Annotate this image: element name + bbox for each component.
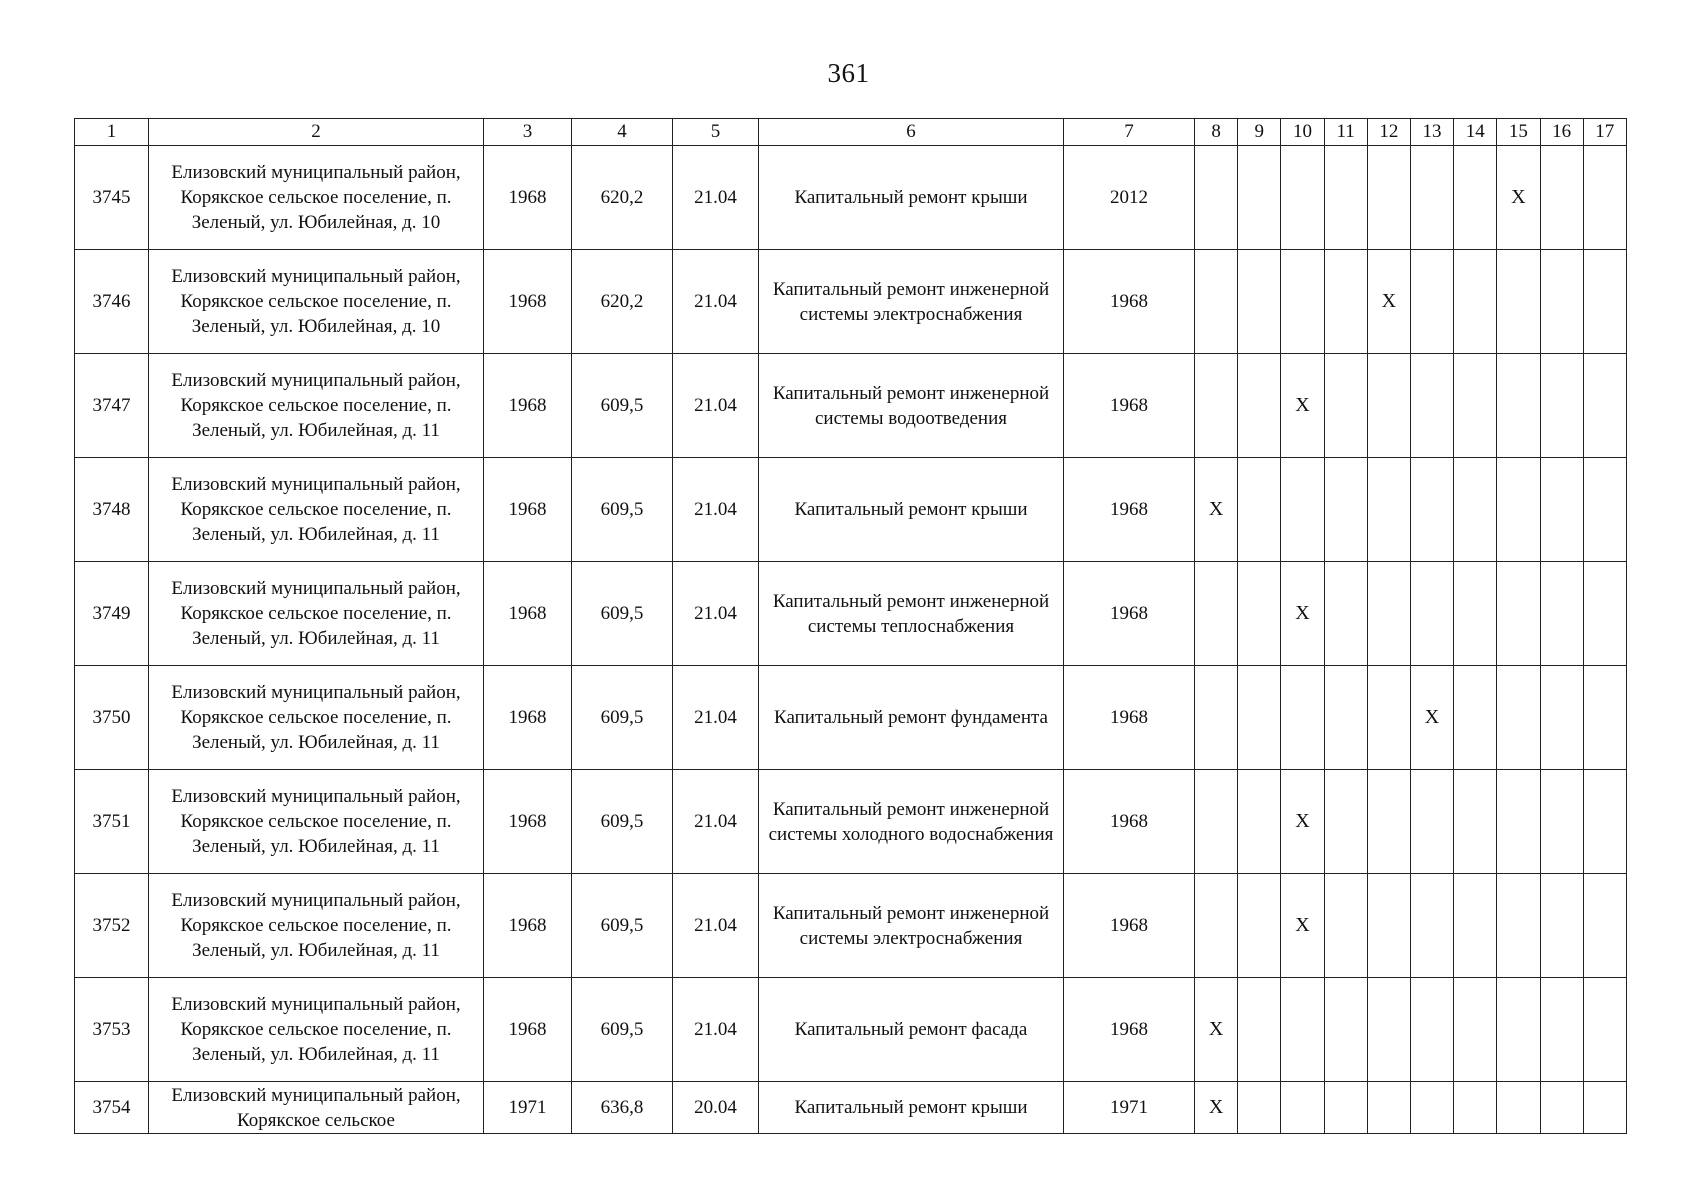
- table-row: [75, 354, 1627, 458]
- record-number-cell: 3745: [75, 146, 149, 250]
- address-cell: Елизовский муниципальный район, Корякское сельское: [149, 1082, 484, 1134]
- table-row: [75, 146, 1627, 250]
- empty-cell: [1454, 874, 1497, 978]
- mark-cell: X: [1195, 458, 1238, 562]
- empty-cell: [1281, 146, 1324, 250]
- empty-cell: [1281, 1082, 1324, 1134]
- column-header-16: 16: [1540, 119, 1583, 146]
- column-header-6: 6: [759, 119, 1064, 146]
- mark-cell: X: [1497, 146, 1540, 250]
- column-header-5: 5: [673, 119, 759, 146]
- empty-cell: [1497, 770, 1540, 874]
- empty-cell: [1454, 1082, 1497, 1134]
- empty-cell: [1195, 562, 1238, 666]
- column-header-9: 9: [1238, 119, 1281, 146]
- empty-cell: [1497, 250, 1540, 354]
- empty-cell: [1324, 458, 1367, 562]
- code-cell: 21.04: [673, 458, 759, 562]
- table-row: [75, 562, 1627, 666]
- column-header-4: 4: [572, 119, 673, 146]
- table-row: [75, 1082, 1627, 1134]
- empty-cell: [1367, 562, 1410, 666]
- empty-cell: [1410, 770, 1453, 874]
- code-cell: 21.04: [673, 250, 759, 354]
- mark-cell: X: [1281, 562, 1324, 666]
- record-number-cell: 3746: [75, 250, 149, 354]
- empty-cell: [1497, 978, 1540, 1082]
- empty-cell: [1410, 458, 1453, 562]
- work-type-cell: Капитальный ремонт крыши: [759, 146, 1064, 250]
- empty-cell: [1367, 354, 1410, 458]
- work-type-cell: Капитальный ремонт фундамента: [759, 666, 1064, 770]
- last-repair-year-cell: 1968: [1064, 874, 1195, 978]
- last-repair-year-cell: 1968: [1064, 458, 1195, 562]
- address-cell: Елизовский муниципальный район, Корякское сельское поселение, п. Зеленый, ул. Юбилейная, д. 11: [149, 666, 484, 770]
- address-cell: Елизовский муниципальный район, Корякское сельское поселение, п. Зеленый, ул. Юбилейная, д. 10: [149, 250, 484, 354]
- empty-cell: [1583, 874, 1626, 978]
- mark-cell: X: [1367, 250, 1410, 354]
- record-number-cell: 3754: [75, 1082, 149, 1134]
- empty-cell: [1367, 1082, 1410, 1134]
- work-type-cell: Капитальный ремонт инженерной системы холодного водоснабжения: [759, 770, 1064, 874]
- work-type-cell: Капитальный ремонт крыши: [759, 458, 1064, 562]
- address-cell: Елизовский муниципальный район, Корякское сельское поселение, п. Зеленый, ул. Юбилейная, д. 10: [149, 146, 484, 250]
- code-cell: 21.04: [673, 146, 759, 250]
- empty-cell: [1281, 458, 1324, 562]
- last-repair-year-cell: 1968: [1064, 562, 1195, 666]
- empty-cell: [1367, 146, 1410, 250]
- code-cell: 21.04: [673, 978, 759, 1082]
- empty-cell: [1410, 146, 1453, 250]
- column-header-14: 14: [1454, 119, 1497, 146]
- empty-cell: [1540, 666, 1583, 770]
- column-header-12: 12: [1367, 119, 1410, 146]
- empty-cell: [1540, 458, 1583, 562]
- empty-cell: [1324, 666, 1367, 770]
- empty-cell: [1281, 666, 1324, 770]
- empty-cell: [1454, 978, 1497, 1082]
- empty-cell: [1410, 874, 1453, 978]
- record-number-cell: 3748: [75, 458, 149, 562]
- empty-cell: [1281, 250, 1324, 354]
- empty-cell: [1238, 666, 1281, 770]
- address-cell: Елизовский муниципальный район, Корякское сельское поселение, п. Зеленый, ул. Юбилейная, д. 11: [149, 458, 484, 562]
- mark-cell: X: [1195, 1082, 1238, 1134]
- empty-cell: [1324, 874, 1367, 978]
- empty-cell: [1454, 562, 1497, 666]
- table-row: [75, 250, 1627, 354]
- empty-cell: [1367, 458, 1410, 562]
- total-area-cell: 609,5: [572, 666, 673, 770]
- code-cell: 21.04: [673, 666, 759, 770]
- build-year-cell: 1968: [484, 354, 572, 458]
- empty-cell: [1238, 874, 1281, 978]
- empty-cell: [1195, 146, 1238, 250]
- column-header-13: 13: [1410, 119, 1453, 146]
- column-header-15: 15: [1497, 119, 1540, 146]
- empty-cell: [1410, 250, 1453, 354]
- empty-cell: [1324, 146, 1367, 250]
- work-type-cell: Капитальный ремонт фасада: [759, 978, 1064, 1082]
- empty-cell: [1583, 250, 1626, 354]
- build-year-cell: 1968: [484, 562, 572, 666]
- empty-cell: [1497, 874, 1540, 978]
- empty-cell: [1195, 354, 1238, 458]
- build-year-cell: 1968: [484, 250, 572, 354]
- column-header-3: 3: [484, 119, 572, 146]
- column-header-8: 8: [1195, 119, 1238, 146]
- empty-cell: [1497, 1082, 1540, 1134]
- total-area-cell: 609,5: [572, 874, 673, 978]
- table-row: [75, 666, 1627, 770]
- mark-cell: X: [1195, 978, 1238, 1082]
- empty-cell: [1540, 1082, 1583, 1134]
- record-number-cell: 3751: [75, 770, 149, 874]
- empty-cell: [1583, 1082, 1626, 1134]
- code-cell: 21.04: [673, 770, 759, 874]
- empty-cell: [1324, 354, 1367, 458]
- last-repair-year-cell: 1968: [1064, 978, 1195, 1082]
- empty-cell: [1367, 770, 1410, 874]
- empty-cell: [1238, 458, 1281, 562]
- empty-cell: [1497, 354, 1540, 458]
- empty-cell: [1238, 250, 1281, 354]
- address-cell: Елизовский муниципальный район, Корякское сельское поселение, п. Зеленый, ул. Юбилейная, д. 11: [149, 354, 484, 458]
- empty-cell: [1497, 562, 1540, 666]
- empty-cell: [1454, 354, 1497, 458]
- total-area-cell: 636,8: [572, 1082, 673, 1134]
- record-number-cell: 3749: [75, 562, 149, 666]
- empty-cell: [1410, 978, 1453, 1082]
- empty-cell: [1540, 770, 1583, 874]
- empty-cell: [1540, 978, 1583, 1082]
- last-repair-year-cell: 1968: [1064, 250, 1195, 354]
- work-type-cell: Капитальный ремонт крыши: [759, 1082, 1064, 1134]
- table-row: [75, 458, 1627, 562]
- table-row: [75, 770, 1627, 874]
- record-number-cell: 3753: [75, 978, 149, 1082]
- empty-cell: [1454, 146, 1497, 250]
- empty-cell: [1238, 146, 1281, 250]
- last-repair-year-cell: 1968: [1064, 770, 1195, 874]
- work-type-cell: Капитальный ремонт инженерной системы электроснабжения: [759, 874, 1064, 978]
- empty-cell: [1454, 770, 1497, 874]
- mark-cell: X: [1410, 666, 1453, 770]
- empty-cell: [1497, 666, 1540, 770]
- empty-cell: [1540, 146, 1583, 250]
- table-body: [75, 146, 1627, 1134]
- total-area-cell: 609,5: [572, 978, 673, 1082]
- capital-repair-register-table: [74, 118, 1627, 1134]
- empty-cell: [1195, 666, 1238, 770]
- empty-cell: [1238, 978, 1281, 1082]
- empty-cell: [1238, 770, 1281, 874]
- code-cell: 21.04: [673, 874, 759, 978]
- empty-cell: [1410, 1082, 1453, 1134]
- column-header-17: 17: [1583, 119, 1626, 146]
- empty-cell: [1324, 562, 1367, 666]
- build-year-cell: 1968: [484, 770, 572, 874]
- code-cell: 21.04: [673, 354, 759, 458]
- mark-cell: X: [1281, 874, 1324, 978]
- empty-cell: [1583, 562, 1626, 666]
- total-area-cell: 609,5: [572, 562, 673, 666]
- empty-cell: [1324, 250, 1367, 354]
- empty-cell: [1195, 770, 1238, 874]
- empty-cell: [1540, 250, 1583, 354]
- last-repair-year-cell: 1971: [1064, 1082, 1195, 1134]
- header-row: [75, 119, 1627, 146]
- empty-cell: [1324, 978, 1367, 1082]
- record-number-cell: 3747: [75, 354, 149, 458]
- empty-cell: [1410, 562, 1453, 666]
- empty-cell: [1367, 874, 1410, 978]
- empty-cell: [1238, 1082, 1281, 1134]
- build-year-cell: 1968: [484, 978, 572, 1082]
- empty-cell: [1540, 562, 1583, 666]
- code-cell: 20.04: [673, 1082, 759, 1134]
- empty-cell: [1454, 458, 1497, 562]
- record-number-cell: 3750: [75, 666, 149, 770]
- code-cell: 21.04: [673, 562, 759, 666]
- column-header-1: 1: [75, 119, 149, 146]
- address-cell: Елизовский муниципальный район, Корякское сельское поселение, п. Зеленый, ул. Юбилейная, д. 11: [149, 770, 484, 874]
- empty-cell: [1583, 146, 1626, 250]
- column-header-10: 10: [1281, 119, 1324, 146]
- build-year-cell: 1968: [484, 874, 572, 978]
- last-repair-year-cell: 1968: [1064, 354, 1195, 458]
- empty-cell: [1324, 1082, 1367, 1134]
- work-type-cell: Капитальный ремонт инженерной системы водоотведения: [759, 354, 1064, 458]
- empty-cell: [1583, 458, 1626, 562]
- empty-cell: [1540, 874, 1583, 978]
- build-year-cell: 1968: [484, 666, 572, 770]
- column-header-2: 2: [149, 119, 484, 146]
- build-year-cell: 1968: [484, 458, 572, 562]
- empty-cell: [1238, 562, 1281, 666]
- address-cell: Елизовский муниципальный район, Корякское сельское поселение, п. Зеленый, ул. Юбилейная, д. 11: [149, 874, 484, 978]
- empty-cell: [1195, 250, 1238, 354]
- record-number-cell: 3752: [75, 874, 149, 978]
- work-type-cell: Капитальный ремонт инженерной системы теплоснабжения: [759, 562, 1064, 666]
- empty-cell: [1324, 770, 1367, 874]
- total-area-cell: 620,2: [572, 146, 673, 250]
- empty-cell: [1497, 458, 1540, 562]
- empty-cell: [1281, 978, 1324, 1082]
- empty-cell: [1367, 978, 1410, 1082]
- total-area-cell: 609,5: [572, 770, 673, 874]
- total-area-cell: 620,2: [572, 250, 673, 354]
- empty-cell: [1583, 354, 1626, 458]
- last-repair-year-cell: 2012: [1064, 146, 1195, 250]
- address-cell: Елизовский муниципальный район, Корякское сельское поселение, п. Зеленый, ул. Юбилейная, д. 11: [149, 562, 484, 666]
- empty-cell: [1583, 666, 1626, 770]
- empty-cell: [1454, 666, 1497, 770]
- empty-cell: [1195, 874, 1238, 978]
- total-area-cell: 609,5: [572, 354, 673, 458]
- address-cell: Елизовский муниципальный район, Корякское сельское поселение, п. Зеленый, ул. Юбилейная, д. 11: [149, 978, 484, 1082]
- empty-cell: [1454, 250, 1497, 354]
- empty-cell: [1410, 354, 1453, 458]
- mark-cell: X: [1281, 354, 1324, 458]
- build-year-cell: 1971: [484, 1082, 572, 1134]
- empty-cell: [1540, 354, 1583, 458]
- column-header-7: 7: [1064, 119, 1195, 146]
- column-header-11: 11: [1324, 119, 1367, 146]
- work-type-cell: Капитальный ремонт инженерной системы электроснабжения: [759, 250, 1064, 354]
- table-row: [75, 978, 1627, 1082]
- mark-cell: X: [1281, 770, 1324, 874]
- page-number: 361: [827, 58, 870, 88]
- empty-cell: [1583, 978, 1626, 1082]
- last-repair-year-cell: 1968: [1064, 666, 1195, 770]
- empty-cell: [1238, 354, 1281, 458]
- total-area-cell: 609,5: [572, 458, 673, 562]
- table-row: [75, 874, 1627, 978]
- empty-cell: [1367, 666, 1410, 770]
- build-year-cell: 1968: [484, 146, 572, 250]
- empty-cell: [1583, 770, 1626, 874]
